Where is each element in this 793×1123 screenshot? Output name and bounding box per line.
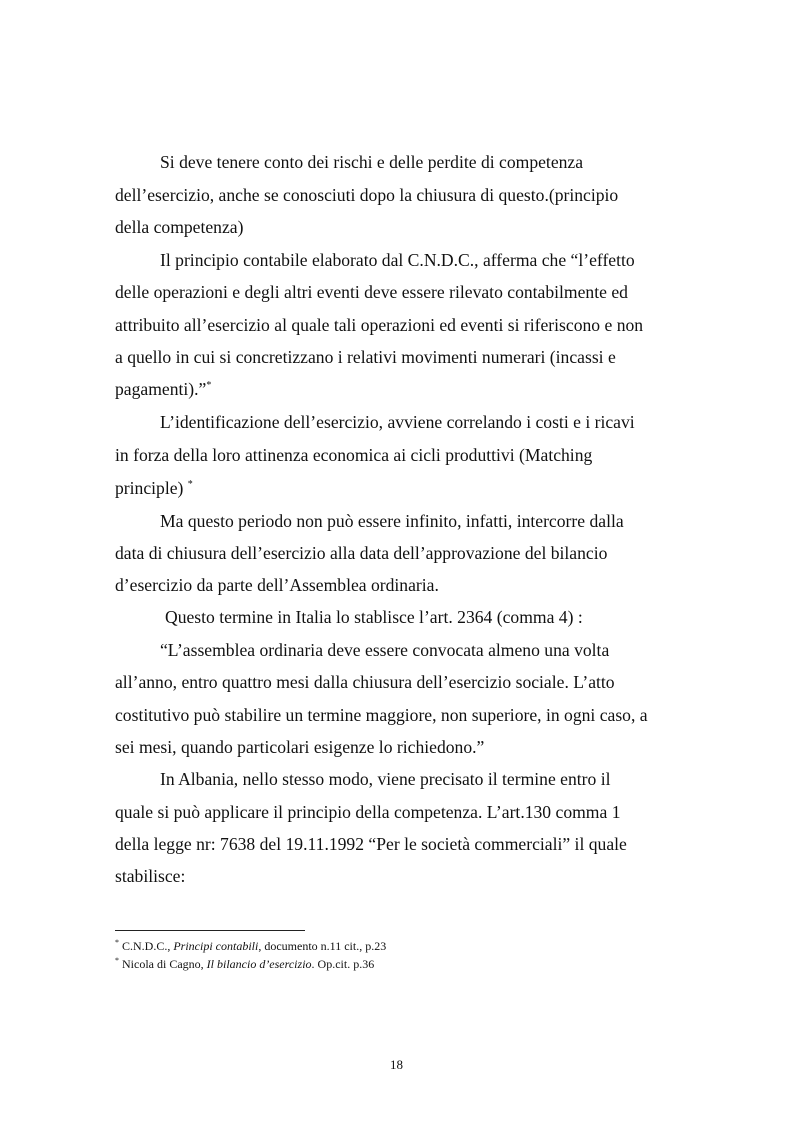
paragraph-line — [115, 477, 193, 499]
footnote-text: , documento n.11 cit., p.23 — [258, 939, 387, 953]
paragraph-line: quale si può applicare il principio della competenza. L’art.130 comma 1 — [115, 802, 621, 822]
footnote — [115, 957, 374, 972]
footnote — [115, 939, 386, 954]
paragraph-line: stabilisce: — [115, 866, 186, 886]
paragraph-line: in forza della loro attinenza economica ai cicli produttivi (Matching — [115, 445, 593, 465]
paragraph-line: d’esercizio da parte dell’Assemblea ordinaria. — [115, 575, 439, 595]
paragraph-line: sei mesi, quando particolari esigenze lo richiedono.” — [115, 737, 485, 757]
line-text: pagamenti).” — [115, 379, 207, 399]
paragraph-line — [115, 378, 211, 400]
footnote-mark: * — [115, 956, 119, 965]
footnote-reference: * — [187, 479, 193, 491]
paragraph-line: all’anno, entro quattro mesi dalla chiusura dell’esercizio sociale. L’atto — [115, 672, 615, 692]
paragraph-line: dell’esercizio, anche se conosciuti dopo la chiusura di questo.(principio — [115, 185, 619, 205]
page-number: 18 — [390, 1057, 403, 1072]
paragraph-line: Si deve tenere conto dei rischi e delle perdite di competenza — [160, 152, 584, 172]
paragraph-line: “L’assemblea ordinaria deve essere convocata almeno una volta — [160, 640, 610, 660]
line-text: principle) — [115, 478, 184, 498]
footnote-reference: * — [206, 380, 212, 392]
footnote-title: Principi contabili — [173, 939, 259, 953]
paragraph-line: attribuito all’esercizio al quale tali operazioni ed eventi si riferiscono e non — [115, 315, 644, 335]
paragraph-line: Il principio contabile elaborato dal C.N.D.C., afferma che “l’effetto — [160, 250, 635, 270]
footnote-mark: * — [115, 938, 119, 947]
paragraph-line: Questo termine in Italia lo stablisce l’art. 2364 (comma 4) : — [165, 607, 583, 627]
footnote-title: Il bilancio d’esercizio — [206, 957, 312, 971]
paragraph-line: costitutivo può stabilire un termine maggiore, non superiore, in ogni caso, a — [115, 705, 648, 725]
paragraph-line: delle operazioni e degli altri eventi deve essere rilevato contabilmente ed — [115, 282, 628, 302]
paragraph-line: In Albania, nello stesso modo, viene precisato il termine entro il — [160, 769, 611, 789]
footnote-text: Nicola di Cagno, — [122, 957, 207, 971]
footnote-text: . Op.cit. p.36 — [311, 957, 375, 971]
paragraph-line: a quello in cui si concretizzano i relativi movimenti numerari (incassi e — [115, 347, 616, 367]
paragraph-line: L’identificazione dell’esercizio, avviene correlando i costi e i ricavi — [160, 412, 635, 432]
paragraph-line: della legge nr: 7638 del 19.11.1992 “Per le società commerciali” il quale — [115, 834, 627, 854]
footnote-separator — [115, 930, 305, 931]
footnote-text: C.N.D.C., — [122, 939, 174, 953]
paragraph-line: data di chiusura dell’esercizio alla data dell’approvazione del bilancio — [115, 543, 608, 563]
paragraph-line: della competenza) — [115, 217, 244, 237]
paragraph-line: Ma questo periodo non può essere infinito, infatti, intercorre dalla — [160, 511, 624, 531]
